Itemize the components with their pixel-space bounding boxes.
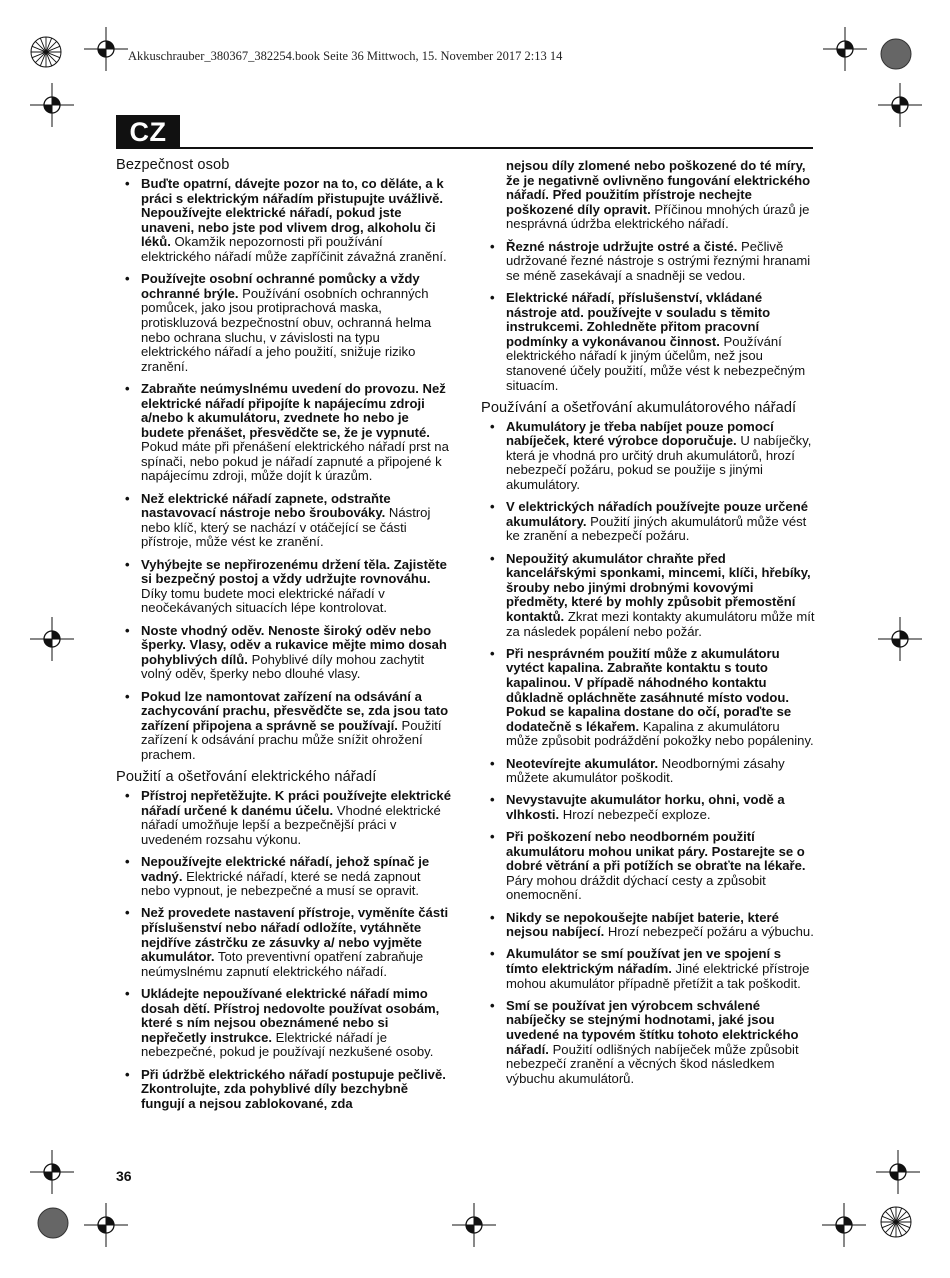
item-bold-text: Při poškození nebo neodborném použití akumulátoru mohou unikat páry. Postarejte se o dobré větrání a při potížích se obraťte na lékaře.: [506, 829, 806, 874]
starburst-registration-mark-icon: [879, 1205, 913, 1239]
power-tool-use-list-continued: [481, 159, 815, 393]
item-text: Kapalina z akumulátoru může způsobit podráždění pokožky nebo popáleniny.: [506, 718, 814, 749]
header-file-line: Akkuschrauber_380367_382254.book Seite 36 Mittwoch, 15. November 2017 2:13 14: [128, 49, 563, 63]
list-item: [481, 793, 815, 822]
item-bold-text: Nepoužitý akumulátor chraňte před kancelářskými sponkami, mincemi, klíči, hřebíky, šrouby nebo jinými drobnými kovovými předměty, které by mohly způsobit přemostění kontaktů.: [506, 550, 811, 624]
item-bold-text: Buďte opatrní, dávejte pozor na to, co děláte, a k práci s elektrickým nářadím přistupujte uvážlivě. Nepoužívejte elektrické nářadí, pokud jste unaveni, nebo jste pod vlivem drog, alkoholu či léků.: [141, 176, 444, 250]
item-bold-text: Nepoužívejte elektrické nářadí, jehož spínač je vadný.: [141, 854, 430, 884]
item-text: Elektrické nářadí, které se nedá zapnout nebo vypnout, je nebezpečné a musí se opravit.: [141, 868, 421, 899]
starburst-registration-mark-icon: [29, 35, 63, 69]
item-text: U nabíječky, která je vhodná pro určitý druh akumulátorů, hrozí nebezpečí požáru, pokud se použije s jinými akumulátory.: [506, 433, 812, 493]
item-text: Používání elektrického nářadí k jiným účelům, než jsou stanovené účely použití, může vést k nebezpečným situacím.: [506, 333, 806, 393]
crosshair-registration-mark-icon: [822, 1203, 866, 1247]
list-item: [116, 272, 452, 374]
battery-tool-use-list: [481, 420, 815, 1087]
item-text: Příčinou mnohých úrazů je nesprávná údržba elektrického nářadí.: [506, 201, 810, 232]
crosshair-registration-mark-icon: [452, 1203, 496, 1247]
crosshair-registration-mark-icon: [84, 27, 128, 71]
item-text: Díky tomu budete moci elektrické nářadí v neočekávaných situacích lépe kontrolovat.: [141, 585, 388, 616]
page-number: 36: [116, 1168, 132, 1184]
item-bold-text: Nikdy se nepokoušejte nabíjet baterie, které nejsou nabíjecí.: [506, 909, 779, 940]
item-bold-text: nejsou díly zlomené nebo poškozené do té míry, že je negativně ovlivněno fungování elektrického nářadí. Před použitím přístroje nechejte poškozené díly opravit.: [506, 158, 811, 217]
crosshair-registration-mark-icon: [823, 27, 867, 71]
item-text: Pokud máte při přenášení elektrického nářadí prst na spínači, nebo pokud je nářadí zapnuté a připojené k napájecímu zdroji, může dojít k úrazům.: [141, 439, 449, 484]
item-text: Pohyblivé díly mohou zachytit volný oděv, šperky nebo dlouhé vlasy.: [141, 651, 425, 682]
list-item: [481, 647, 815, 749]
item-bold-text: Elektrické nářadí, příslušenství, vkládané nástroje atd. používejte v souladu s těmito instrukcemi. Zohledněte přitom pracovní podmínky a vykonávanou činnost.: [506, 289, 771, 349]
item-text: Pečlivě udržované řezné nástroje s ostrými řeznými hranami se méně zasekávají a snadněji se vedou.: [506, 238, 811, 283]
list-item: [116, 987, 452, 1060]
list-item: [116, 690, 452, 763]
list-item: [481, 420, 815, 493]
item-bold-text: Vyhýbejte se nepřirozenému držení těla. Zajistěte si bezpečný postoj a vždy udržujte rovnováhu.: [141, 556, 447, 587]
crosshair-registration-mark-icon: [876, 1150, 920, 1194]
crosshair-registration-mark-icon: [84, 1203, 128, 1247]
item-text: Elektrické nářadí je nebezpečné, pokud je používají nezkušené osoby.: [141, 1029, 434, 1060]
item-bold-text: Noste vhodný oděv. Nenoste široký oděv nebo šperky. Vlasy, oděv a rukavice mějte mimo dosah pohyblivých dílů.: [141, 622, 447, 667]
item-bold-text: Ukládejte nepoužívané elektrické nářadí mimo dosah dětí. Přístroj nedovolte používat osobám, které s ním nejsou obeznámené nebo si nepřečetly instrukce.: [141, 986, 440, 1045]
item-bold-text: Při nesprávném použití může z akumulátoru vytéct kapalina. Zabraňte kontaktu s touto kapalinou. V případě náhodného kontaktu důkladně opláchněte zasáhnuté místo vodou. Pokud se kapalina dostane do očí, poraďte se dodatečně s lékařem.: [506, 645, 792, 734]
list-item: [481, 291, 815, 393]
gray-circle-mark-icon: [880, 38, 912, 70]
item-text: Používání osobních ochranných pomůcek, jako jsou protiprachová maska, protiskluzová bezpečnostní obuv, ochranná helma nebo ochrana sluchu, v závislosti na typu elektrického nářadí a jeho použití, snižuje riziko zranění.: [141, 285, 432, 374]
item-text: Použití jiných akumulátorů může vést ke zranění a nebezpečí požáru.: [506, 513, 807, 544]
list-item: [116, 906, 452, 979]
personal-safety-list: [116, 177, 452, 763]
item-bold-text: Akumulátory je třeba nabíjet pouze pomocí nabíječek, které výrobce doporučuje.: [506, 418, 774, 449]
item-bold-text: Přístroj nepřetěžujte. K práci používejte elektrické nářadí určené k danému účelu.: [141, 788, 451, 818]
list-item: [116, 558, 452, 616]
item-text: Okamžik nepozornosti při používání elektrického nářadí může zapříčinit závažná zranění.: [141, 234, 447, 264]
section-title-power-tool-use: Použití a ošetřování elektrického nářadí: [116, 769, 377, 786]
item-bold-text: Pokud lze namontovat zařízení na odsávání a zachycování prachu, přesvědčte se, zda jsou tato zařízení připojena a správně se používají.: [141, 688, 449, 733]
crosshair-registration-mark-icon: [30, 1150, 74, 1194]
crosshair-registration-mark-icon: [30, 83, 74, 127]
item-text: Toto preventivní opatření zabraňuje neúmyslnému zapnutí elektrického nářadí.: [141, 949, 424, 979]
item-text: Vhodné elektrické nářadí umožňuje lepší a bezpečnější práci v uvedeném rozsahu výkonu.: [141, 802, 441, 847]
list-item: [481, 999, 815, 1087]
list-item: [116, 624, 452, 682]
item-bold-text: Při údržbě elektrického nářadí postupuje pečlivě. Zkontrolujte, zda pohyblivé díly bezchybně fungují a nejsou zablokované, zda: [141, 1066, 446, 1111]
item-text: Použití zařízení k odsávání prachu může snížit ohrožení prachem.: [141, 717, 442, 762]
section-title-battery-tool-use: Používání a ošetřování akumulátorového nářadí: [481, 399, 797, 416]
item-text: Zkrat mezi kontakty akumulátoru může mít za následek popálení nebo požár.: [506, 609, 815, 639]
item-text: Hrozí nebezpečí exploze.: [559, 806, 711, 822]
item-bold-text: Zabraňte neúmyslnému uvedení do provozu. Než elektrické nářadí připojíte k napájecímu zdroji a/nebo k akumulátoru, zvednete ho nebo je budete přenášet, přesvědčte se, že je vypnuté.: [141, 380, 446, 440]
list-item: [116, 855, 452, 899]
item-bold-text: V elektrických nářadích používejte pouze určené akumulátory.: [506, 499, 808, 529]
item-bold-text: Neotevírejte akumulátor.: [506, 755, 659, 771]
left-column: [116, 158, 452, 1119]
item-bold-text: Používejte osobní ochranné pomůcky a vždy ochranné brýle.: [141, 271, 420, 301]
crosshair-registration-mark-icon: [30, 617, 74, 661]
list-item: [481, 947, 815, 991]
list-item: [116, 177, 452, 265]
crosshair-registration-mark-icon: [878, 83, 922, 127]
list-item: [481, 240, 815, 284]
section-title-personal-safety: Bezpečnost osob: [116, 157, 230, 173]
list-item: [116, 789, 452, 847]
item-bold-text: Smí se používat jen výrobcem schválené nabíječky se stejnými hodnotami, jaké jsou uvedené na typovém štítku tohoto elektrického nářadí.: [506, 997, 799, 1057]
item-text: Jiné elektrické přístroje mohou akumulátor případně přetížit a tak poškodit.: [506, 961, 810, 991]
crosshair-registration-mark-icon: [878, 617, 922, 661]
item-text: Použití odlišných nabíječek může způsobit nebezpečí zranění a věcných škod následkem výbuchu akumulátorů.: [506, 1041, 799, 1086]
list-item: [481, 552, 815, 640]
header-rule: [180, 147, 813, 149]
item-bold-text: Akumulátor se smí používat jen ve spojení s tímto elektrickým nářadím.: [506, 946, 782, 977]
item-bold-text: Nevystavujte akumulátor horku, ohni, vodě a vlhkosti.: [506, 792, 785, 822]
item-text: Neodbornými zásahy můžete akumulátor poškodit.: [506, 755, 785, 786]
item-bold-text: Než provedete nastavení přístroje, vyměníte části příslušenství nebo nářadí odložíte, vytáhněte nejdříve zástrčku ze zásuvky a/ nebo vyjměte akumulátor.: [141, 905, 449, 965]
item-text: Páry mohou dráždit dýchací cesty a způsobit onemocnění.: [506, 872, 766, 903]
power-tool-use-list: [116, 789, 452, 1111]
list-item: [116, 382, 452, 484]
item-text: Nástroj nebo klíč, který se nachází v otáčející se části přístroje, může vést ke zranění.: [141, 505, 431, 550]
right-column: [481, 159, 815, 1094]
list-item: [116, 1068, 452, 1112]
item-text: Hrozí nebezpečí požáru a výbuchu.: [604, 924, 814, 940]
language-badge: CZ: [116, 115, 180, 149]
list-item: [481, 830, 815, 903]
gray-circle-mark-icon: [37, 1207, 69, 1239]
list-item: [481, 757, 815, 786]
list-item: [481, 911, 815, 940]
item-bold-text: Řezné nástroje udržujte ostré a čisté.: [506, 238, 738, 254]
list-item: [481, 500, 815, 544]
list-item-continuation: [481, 159, 815, 232]
item-bold-text: Než elektrické nářadí zapnete, odstraňte nastavovací nástroje nebo šroubováky.: [141, 490, 391, 521]
list-item: [116, 492, 452, 550]
